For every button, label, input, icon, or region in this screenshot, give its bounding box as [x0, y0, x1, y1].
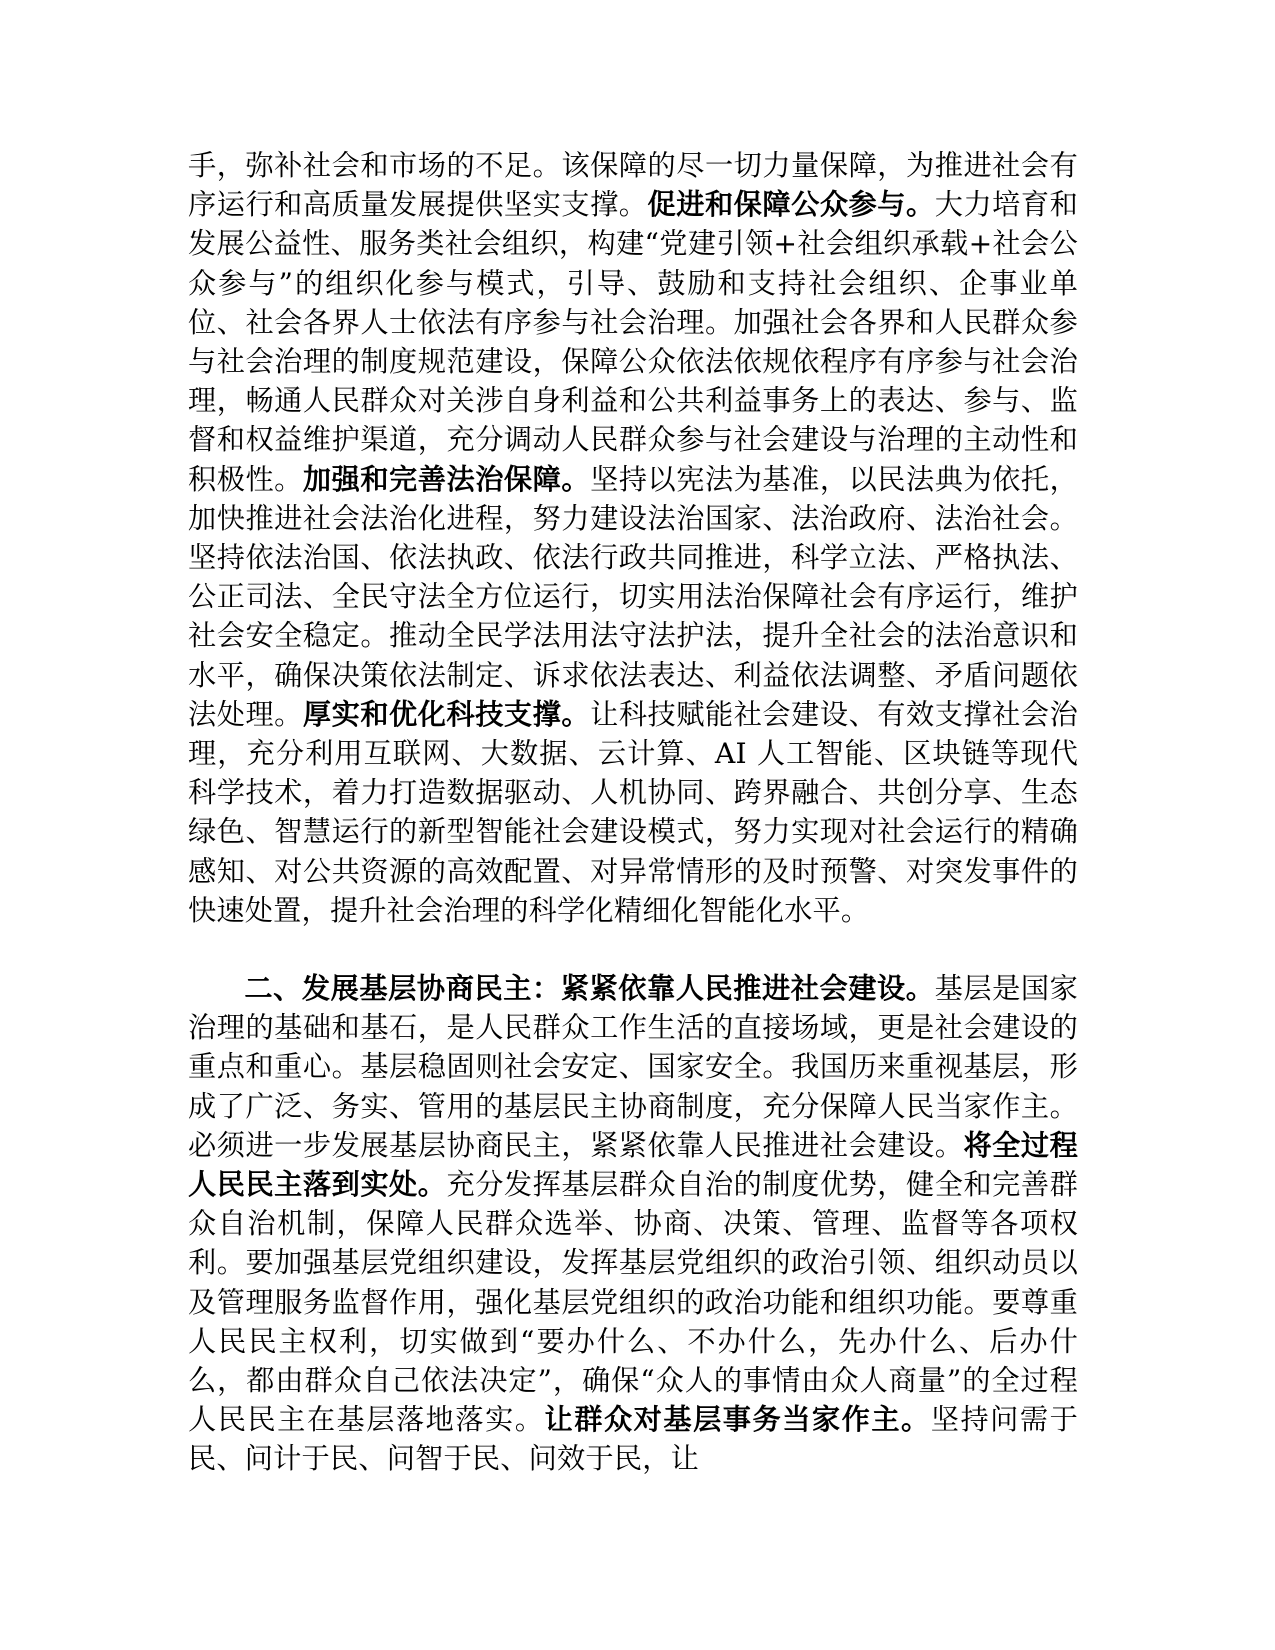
section-heading-grassroots-democracy: 二、发展基层协商民主：紧紧依靠人民推进社会建设。: [244, 972, 935, 1005]
heading-masses-masters: 让群众对基层事务当家作主。: [544, 1403, 931, 1437]
heading-public-participation: 促进和保障公众参与。: [647, 188, 935, 222]
heading-tech-support: 厚实和优化科技支撑。: [302, 697, 591, 731]
paragraph-1-text-4: 让科技赋能社会建设、有效支撑社会治理，充分利用互联网、大数据、云计算、AI 人工智能、区块链等现代科学技术，着力打造数据驱动、人机协同、跨界融合、共创分享、生态绿色、智慧运行的新型智能社会建设模式，努力实现对社会运行的精确感知、对公共资源的高效配置、对异常情形的及时预警、对突发事件的快速处置，提升社会治理的科学化精细化智能化水平。: [188, 697, 1078, 927]
paragraph-1: [188, 146, 1078, 930]
paragraph-2-text-1: 基层是国家治理的基础和基石，是人民群众工作生活的直接场域，更是社会建设的重点和重心。基层稳固则社会安定、国家安全。我国历来重视基层，形成了广泛、务实、管用的基层民主协商制度，充分保障人民当家作主。必须进一步发展基层协商民主，紧紧依靠人民推进社会建设。: [188, 972, 1078, 1162]
heading-whole-process-democracy: 将全过程人民民主落到实处。: [188, 1128, 1078, 1202]
heading-rule-of-law: 加强和完善法治保障。: [302, 462, 591, 496]
paragraph-1-text-1: 手，弥补社会和市场的不足。该保障的尽一切力量保障，为推进社会有序运行和高质量发展提供坚实支撑。: [188, 149, 1078, 222]
paragraph-2-text-3: 坚持问需于民、问计于民、问智于民、问效于民，让: [188, 1403, 1078, 1476]
paragraph-1-text-3: 坚持以宪法为基准，以民法典为依托，加快推进社会法治化进程，努力建设法治国家、法治政府、法治社会。坚持依法治国、依法执政、依法行政共同推进，科学立法、严格执法、公正司法、全民守法全方位运行，切实用法治保障社会有序运行，维护社会安全稳定。推动全民学法用法守法护法，提升全社会的法治意识和水平，确保决策依法制定、诉求依法表达、利益依法调整、矛盾问题依法处理。: [188, 462, 1078, 731]
paragraph-2-text-2: 充分发挥基层群众自治的制度优势，健全和完善群众自治机制，保障人民群众选举、协商、决策、管理、监督等各项权利。要加强基层党组织建设，发挥基层党组织的政治引领、组织动员以及管理服务监督作用，强化基层党组织的政治功能和组织功能。要尊重人民民主权利，切实做到“要办什么、不办什么，先办什么、后办什么，都由群众自己依法决定”，确保“众人的事情由众人商量”的全过程人民民主在基层落地落实。: [188, 1168, 1078, 1437]
paragraph-1-text-2: 大力培育和发展公益性、服务类社会组织，构建“党建引领+社会组织承载+社会公众参与”的组织化参与模式，引导、鼓励和支持社会组织、企事业单位、社会各界人士依法有序参与社会治理。加强社会各界和人民群众参与社会治理的制度规范建设，保障公众依法依规依程序有序参与社会治理，畅通人民群众对关涉自身利益和公共利益事务上的表达、参与、监督和权益维护渠道，充分调动人民群众参与社会建设与治理的主动性和积极性。: [188, 188, 1078, 496]
paragraph-2: [188, 969, 1078, 1479]
